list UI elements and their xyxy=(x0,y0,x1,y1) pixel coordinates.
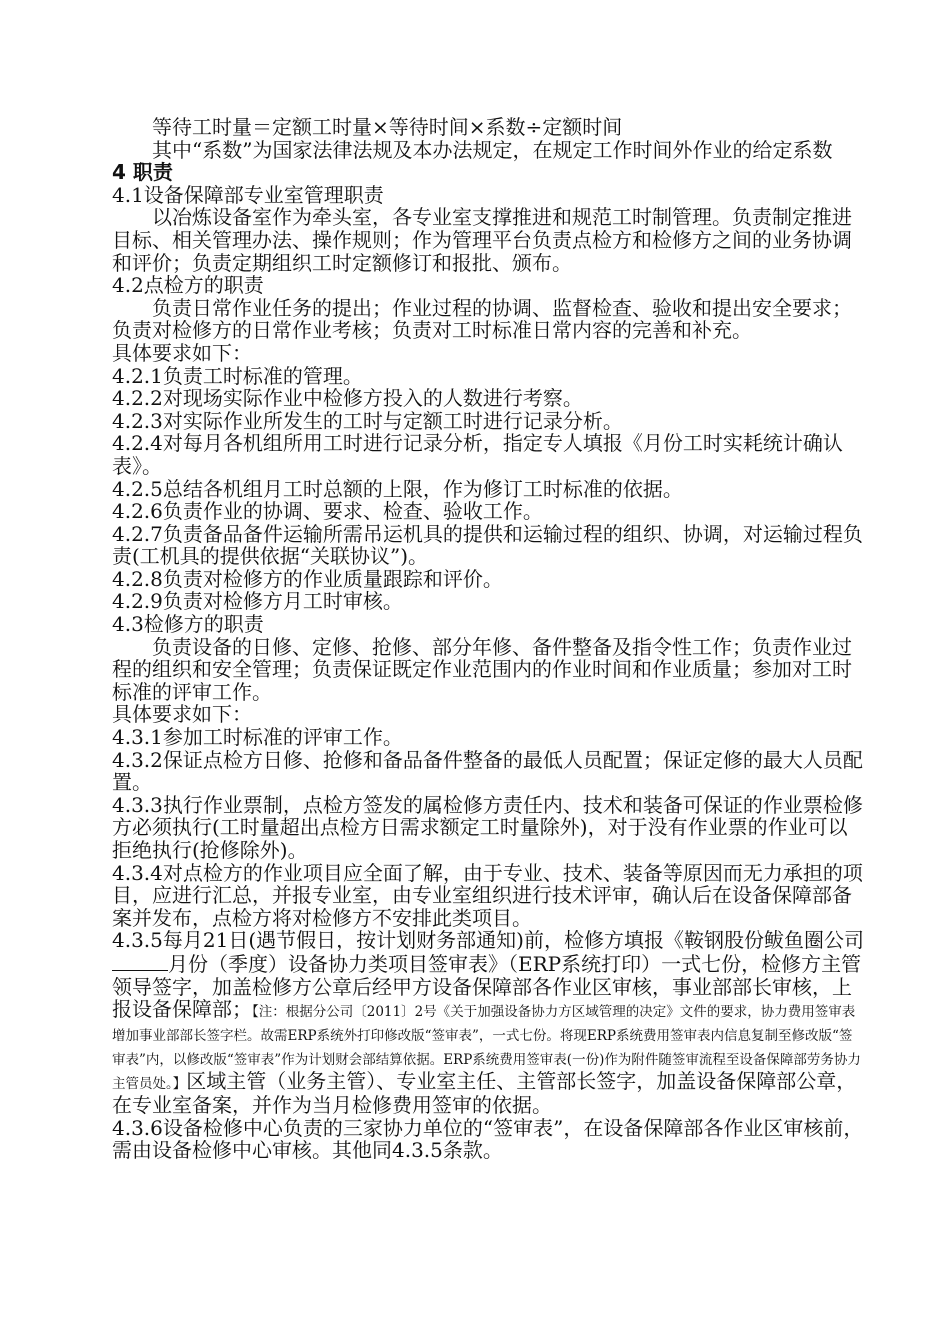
item-4-2-1: 4.2.1负责工时标准的管理。 xyxy=(112,363,363,388)
item-4-2-2: 4.2.2对现场实际作业中检修方投入的人数进行考察。 xyxy=(112,386,583,411)
item-4-3-5-part-c: 区域主管（业务主管）、专业室主任、主管部长签字，加盖设备保障部公章，在专业室备案，并作为当月检修费用签审的依据。 xyxy=(112,1069,857,1118)
item-4-2-3: 4.2.3对实际作业所发生的工时与定额工时进行记录分析。 xyxy=(112,408,623,433)
item-4-2-7: 4.2.7负责备品备件运输所需吊运机具的提供和运输过程的组织、协调，对运输过程负责(工机具的提供依据“关联协议”)。 xyxy=(112,521,863,569)
month-blank-underline xyxy=(112,952,168,971)
section-4-2-paragraph: 负责日常作业任务的提出；作业过程的协调、监督检查、验收和提出安全要求；负责对检修方的日常作业考核；负责对工时标准日常内容的完善和补充。 xyxy=(112,295,852,343)
item-4-3-4: 4.3.4对点检方的作业项目应全面了解，由于专业、技术、装备等原因而无力承担的项目，应进行汇总，并报专业室，由专业室组织进行技术评审，确认后在设备保障部备案并发布，点检方将对检修方不安排此类项目。 xyxy=(112,860,863,930)
item-4-3-1: 4.3.1参加工时标准的评审工作。 xyxy=(112,725,403,750)
section-4-1-paragraph: 以冶炼设备室作为牵头室，各专业室支撑推进和规范工时制管理。负责制定推进目标、相关管理办法、操作规则；作为管理平台负责点检方和检修方之间的业务协调和评价；负责定期组织工时定额修订和报批、颁布。 xyxy=(112,205,852,275)
item-4-2-4: 4.2.4对每月各机组所用工时进行记录分析，指定专人填报《月份工时实耗统计确认表》。 xyxy=(112,431,843,478)
section-4-2-heading: 4.2点检方的职责 xyxy=(112,273,264,298)
section-4-3-heading: 4.3检修方的职责 xyxy=(112,612,264,637)
item-4-2-8: 4.2.8负责对检修方的作业质量跟踪和评价。 xyxy=(112,566,503,591)
item-4-3-5-note: 【注：根据分公司〔2011〕2号《关于加强设备协力方区域管理的决定》文件的要求，协力费用签审表增加事业部部长签字栏。故需ERP系统外打印修改版“签审表”，一式七份。将现ERP系统费用签审表内信息复制至修改版“签审表”内，以修改版“签审表”作为计划财会部结算依据。ERP系统费用签审表(一份)作为附件随签审流程至设备保障部劳务协力主管员处。】 xyxy=(112,1004,861,1093)
item-4-2-5: 4.2.5总结各机组月工时总额的上限，作为修订工时标准的依据。 xyxy=(112,476,683,501)
formula-line: 等待工时量＝定额工时量×等待时间×系数÷定额时间 xyxy=(152,115,623,139)
item-4-3-3: 4.3.3执行作业票制，点检方签发的属检修方责任内、技术和装备可保证的作业票检修方必须执行(工时量超出点检方日需求额定工时量除外)，对于没有作业票的作业可以拒绝执行(抢修除外)。 xyxy=(112,792,863,862)
section-4-2-requirements-intro: 具体要求如下： xyxy=(112,340,252,365)
section-4-3-paragraph: 负责设备的日修、定修、抢修、部分年修、备件整备及指令性工作；负责作业过程的组织和安全管理；负责保证既定作业范围内的作业时间和作业质量；参加对工时标准的评审工作。 xyxy=(112,634,852,704)
section-4-1-heading: 4.1设备保障部专业室管理职责 xyxy=(112,182,384,207)
item-4-3-2: 4.3.2保证点检方日修、抢修和备品备件整备的最低人员配置；保证定修的最大人员配置。 xyxy=(112,747,863,795)
section-4-heading: 4 职责 xyxy=(112,160,173,185)
item-4-2-6: 4.2.6负责作业的协调、要求、检查、验收工作。 xyxy=(112,499,543,524)
section-4-3-requirements-intro: 具体要求如下： xyxy=(112,702,252,727)
item-4-3-5-part-b: 月份（季度）设备协力类项目签审表》（ERP系统打印）一式七份，检修方主管领导签字，加盖检修方公章后经甲方设备保障部各作业区审核，事业部部长审核，上报设备保障部； xyxy=(112,951,862,1022)
item-4-3-6: 4.3.6设备检修中心负责的三家协力单位的“签审表”，在设备保障部各作业区审核前，需由设备检修中心审核。其他同4.3.5条款。 xyxy=(112,1115,864,1163)
document-page xyxy=(112,116,864,1162)
coefficient-paragraph: 其中“系数”为国家法律法规及本办法规定，在规定工作时间外作业的给定系数 xyxy=(152,137,833,162)
item-4-3-5 xyxy=(112,929,864,1116)
item-4-2-9: 4.2.9负责对检修方月工时审核。 xyxy=(112,589,403,614)
item-4-3-5-part-a: 4.3.5每月21日(遇节假日，按计划财务部通知)前，检修方填报《鞍钢股份鲅鱼圈公司 xyxy=(112,928,864,953)
